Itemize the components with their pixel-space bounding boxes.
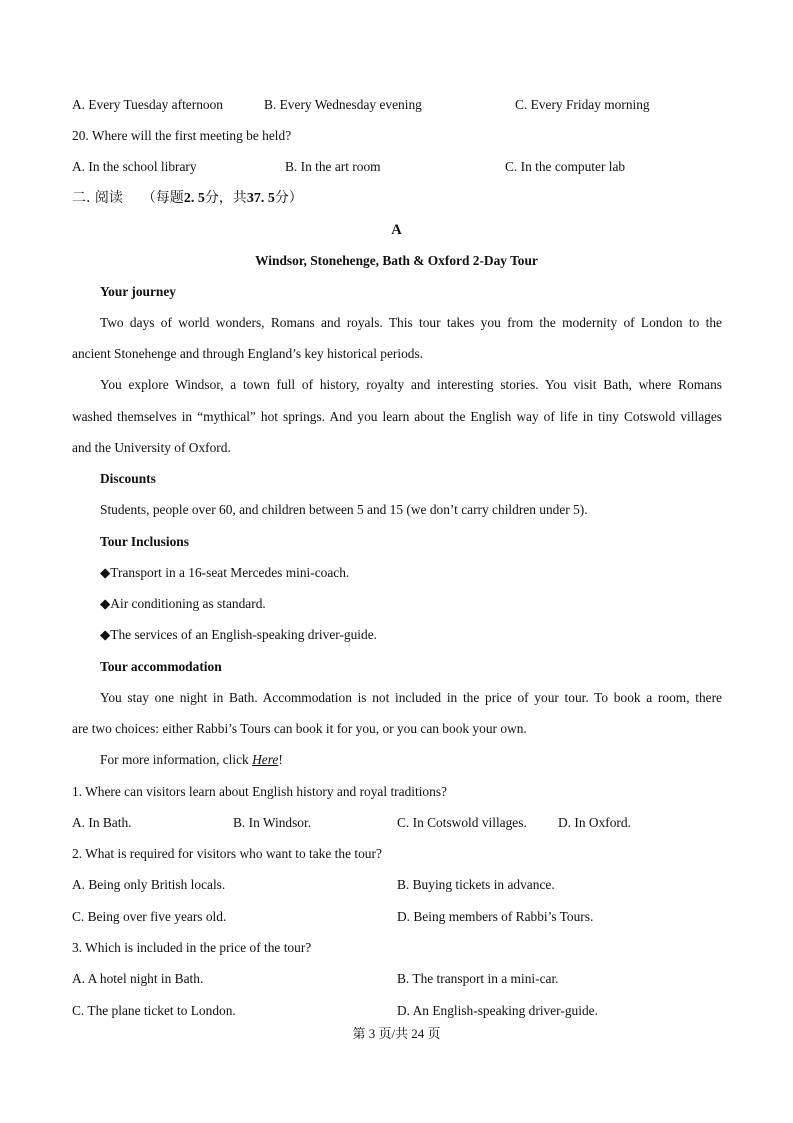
q3-option-c: C. The plane ticket to London. — [72, 1003, 236, 1018]
q3-option-d: D. An English-speaking driver-guide. — [397, 1003, 598, 1018]
discounts-heading: Discounts — [100, 471, 156, 486]
question-1: 1. Where can visitors learn about English history and royal traditions? — [72, 784, 447, 799]
discounts-text: Students, people over 60, and children between 5 and 15 (we don’t carry children under 5). — [100, 502, 588, 517]
section-points-each: 2. 5 — [183, 191, 205, 206]
accommodation-heading: Tour accommodation — [100, 659, 222, 674]
q19-option-b: B. Every Wednesday evening — [264, 97, 422, 112]
journey-p2-line1: You explore Windsor, a town full of history, royalty and interesting stories. You visit Bath, where Romans — [100, 377, 722, 392]
q20-option-c: C. In the computer lab — [505, 159, 626, 174]
passage-letter: A — [391, 222, 402, 238]
accommodation-line1: You stay one night in Bath. Accommodation is not included in the price of your tour. To book a room, there — [100, 690, 722, 705]
passage-title: Windsor, Stonehenge, Bath & Oxford 2-Day Tour — [255, 253, 538, 268]
journey-p2-line3: and the University of Oxford. — [72, 440, 231, 455]
inclusions-heading: Tour Inclusions — [100, 534, 189, 549]
inclusion-item: ◆The services of an English-speaking driver-guide. — [100, 627, 378, 642]
q3-option-b: B. The transport in a mini-car. — [397, 971, 559, 986]
journey-p1-line1: Two days of world wonders, Romans and royals. This tour takes you from the modernity of London to the — [100, 315, 722, 330]
section-note-open: （每题 — [141, 190, 184, 206]
inclusion-item: ◆Air conditioning as standard. — [100, 596, 266, 611]
page-footer: 第 3 页/共 24 页 — [352, 1026, 441, 1041]
inclusion-item: ◆Transport in a 16-seat Mercedes mini-coach. — [100, 565, 350, 580]
question-3: 3. Which is included in the price of the tour? — [72, 940, 312, 955]
more-info — [100, 752, 283, 768]
section-heading — [72, 190, 303, 207]
q20-option-b: B. In the art room — [285, 159, 381, 174]
section-title: 二. 阅读 — [72, 190, 123, 206]
journey-heading: Your journey — [100, 284, 177, 299]
here-link[interactable]: Here — [252, 752, 279, 767]
more-info-text: For more information, click — [100, 752, 249, 767]
q19-option-a: A. Every Tuesday afternoon — [72, 97, 223, 112]
section-points-total: 37. 5 — [246, 191, 275, 206]
q1-option-d: D. In Oxford. — [558, 815, 631, 830]
q2-option-a: A. Being only British locals. — [72, 877, 226, 892]
q3-option-a: A. A hotel night in Bath. — [72, 971, 204, 986]
q2-option-c: C. Being over five years old. — [72, 909, 227, 924]
q20-option-a: A. In the school library — [72, 159, 197, 174]
q2-option-d: D. Being members of Rabbi’s Tours. — [397, 909, 594, 924]
question-2: 2. What is required for visitors who want to take the tour? — [72, 846, 382, 861]
section-note-mid: 分，共 — [204, 190, 247, 206]
q1-option-c: C. In Cotswold villages. — [397, 815, 527, 830]
section-note-close: 分） — [274, 190, 303, 206]
q20-question: 20. Where will the first meeting be held? — [72, 128, 292, 143]
q1-option-b: B. In Windsor. — [233, 815, 312, 830]
q2-option-b: B. Buying tickets in advance. — [397, 877, 555, 892]
q19-option-c: C. Every Friday morning — [515, 97, 650, 112]
journey-p1-line2: ancient Stonehenge and through England’s key historical periods. — [72, 346, 424, 361]
more-info-end: ! — [278, 752, 283, 767]
q1-option-a: A. In Bath. — [72, 815, 132, 830]
accommodation-line2: are two choices: either Rabbi’s Tours can book it for you, or you can book your own. — [72, 721, 527, 736]
journey-p2-line2: washed themselves in “mythical” hot springs. And you learn about the English way of life in tiny Cotswold villages — [72, 409, 722, 424]
